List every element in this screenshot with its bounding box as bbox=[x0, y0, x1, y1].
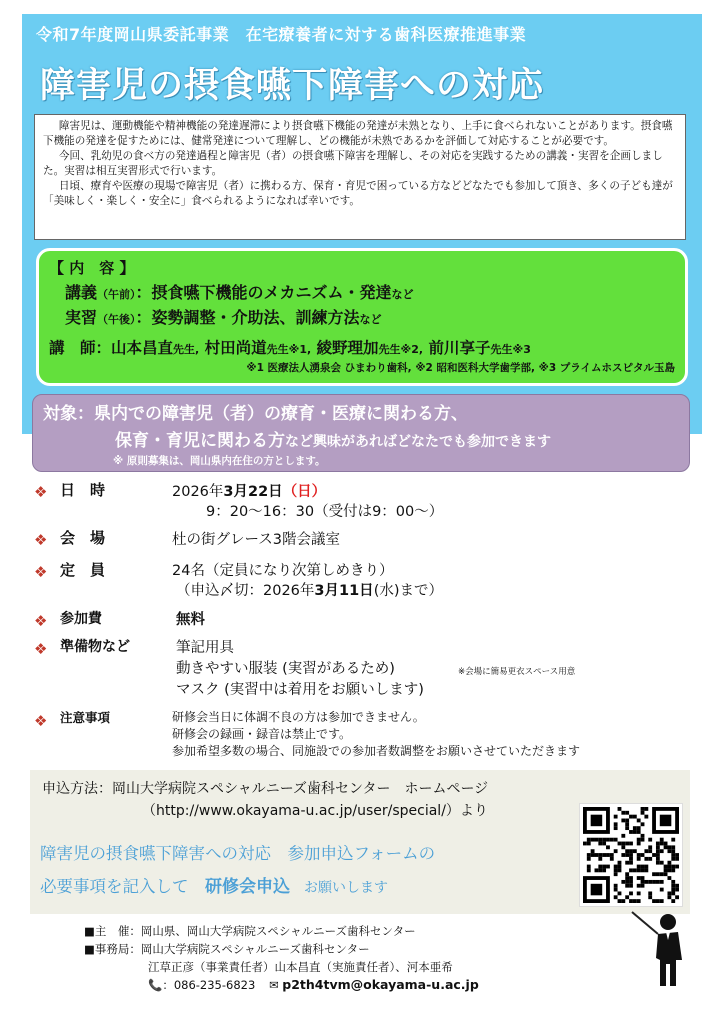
deadline-date: 3月11日 bbox=[314, 583, 374, 599]
lecturer-affiliations: ※1 医療法人湧泉会 ひまわり歯科, ※2 昭和医科大学歯学部, ※3 プライムホスピタル玉島 bbox=[246, 362, 675, 374]
practice-line bbox=[65, 305, 675, 328]
contact-line bbox=[148, 976, 479, 994]
lecturer-name: 前川享子 bbox=[423, 339, 491, 357]
note-line: 研修会当日に体調不良の方は参加できません。 bbox=[172, 710, 425, 724]
venue-value: 杜の街グレース3階会議室 bbox=[172, 532, 340, 548]
target-line-2-main: 保育・育児に関わる方 bbox=[115, 431, 285, 451]
phone-number: ：086-235-6823 bbox=[162, 978, 256, 992]
qr-code-icon[interactable] bbox=[580, 804, 682, 906]
application-box bbox=[30, 770, 690, 914]
capacity-label: 定 員 bbox=[60, 561, 106, 579]
intro-paragraph: 日頃、療育や医療の現場で障害児（者）に携わる方、保育・育児で困っている方などどなたでも参加して頂き、多くの子ども達が「美味しく・楽しく・安全に」食べられるようになれば幸いです。 bbox=[43, 180, 673, 207]
date-value bbox=[172, 480, 326, 501]
apply-method: 申込方法：岡山大学病院スペシャルニーズ歯科センター ホームページ bbox=[42, 781, 489, 797]
intro-paragraph: 今回、乳幼児の食べ方の発達過程と障害児（者）の摂食嚥下障害を理解し、その対応を実践するための講義・実習を企画しました。実習は相互実習形式で行います。 bbox=[43, 150, 663, 177]
bullet-icon: ❖ bbox=[34, 612, 48, 630]
practice-time: （午後） bbox=[97, 313, 136, 326]
lecture-line bbox=[65, 280, 675, 303]
date-weekday: （日） bbox=[282, 484, 327, 500]
item-value: 動きやすい服装 (実習があるため) bbox=[176, 661, 395, 677]
bullet-icon: ❖ bbox=[34, 563, 48, 581]
target-line-2-rest: など興味があればどなたでも参加できます bbox=[285, 434, 551, 450]
mail-icon: ✉ bbox=[268, 978, 279, 992]
lecturers-label: 講 師： bbox=[49, 339, 112, 357]
note-line: 参加希望多数の場合、同施設での参加者数調整をお願いさせていただきます bbox=[172, 744, 581, 758]
staff-line: 江草正彦（事業責任者）山本昌直（実施責任者）、河本亜希 bbox=[148, 960, 453, 974]
item-note: ※会場に簡易更衣スペース用意 bbox=[458, 667, 576, 677]
venue-label: 会 場 bbox=[60, 529, 106, 547]
bullet-icon: ❖ bbox=[34, 531, 48, 549]
fee-value: 無料 bbox=[176, 612, 205, 628]
lecture-label: 講義 bbox=[65, 283, 98, 302]
practice-suffix: など bbox=[359, 313, 382, 326]
footer bbox=[84, 922, 479, 994]
lecturer-name: 綾野理加 bbox=[311, 339, 379, 357]
lecture-suffix: など bbox=[391, 288, 414, 301]
deadline-suffix: (水)まで） bbox=[373, 583, 444, 599]
item-value: マスク (実習中は着用をお願いします) bbox=[176, 682, 424, 698]
lecturer-name: 山本昌直 bbox=[111, 339, 174, 357]
event-subtitle: 令和7年度岡山県委託事業 在宅療養者に対する歯科医療推進事業 bbox=[36, 25, 527, 44]
capacity-value: 24名（定員になり次第しめきり） bbox=[172, 563, 394, 579]
content-box bbox=[36, 248, 688, 386]
note-line: 研修会の録画・録音は禁止です。 bbox=[172, 727, 352, 741]
apply-instruction-c: お願いします bbox=[290, 880, 388, 896]
practice-text: ：姿勢調整・介助法、訓練方法 bbox=[135, 308, 360, 327]
apply-instruction bbox=[40, 872, 388, 897]
presenter-icon bbox=[628, 908, 698, 988]
phone-icon: 📞 bbox=[148, 978, 163, 992]
item-value: 筆記用具 bbox=[176, 640, 234, 656]
fee-label: 参加費 bbox=[60, 611, 102, 627]
target-line-2 bbox=[115, 426, 679, 451]
lecturer-title: 先生※1, bbox=[266, 343, 312, 356]
date-day-bold: 3月22日 bbox=[223, 484, 283, 500]
lecturer-title: 先生※3 bbox=[490, 343, 531, 356]
items-label: 準備物など bbox=[60, 639, 130, 655]
bullet-icon: ❖ bbox=[34, 640, 48, 658]
lecturer-name: 村田尚道 bbox=[199, 339, 267, 357]
target-box bbox=[32, 394, 690, 472]
practice-label: 実習 bbox=[65, 308, 98, 327]
bullet-icon: ❖ bbox=[34, 712, 48, 730]
bullet-icon: ❖ bbox=[34, 483, 48, 501]
lecture-text: ：摂食嚥下機能のメカニズム・発達 bbox=[135, 283, 392, 302]
apply-form-title: 障害児の摂食嚥下障害への対応 参加申込フォームの bbox=[40, 844, 436, 863]
deadline-prefix: （申込〆切：2026年 bbox=[176, 583, 315, 599]
lecture-time: （午前） bbox=[97, 288, 136, 301]
organizer-line: ■主 催：岡山県、岡山大学病院スペシャルニーズ歯科センター bbox=[84, 924, 416, 938]
apply-instruction-a: 必要事項を記入して bbox=[40, 877, 205, 896]
target-line-1: 対象：県内での障害児（者）の療育・医療に関わる方、 bbox=[43, 404, 468, 424]
qr-code-graphic bbox=[583, 807, 679, 903]
date-label: 日 時 bbox=[60, 481, 106, 499]
content-heading: 【 内 容 】 bbox=[49, 259, 135, 277]
event-title: 障害児の摂食嚥下障害への対応 bbox=[40, 66, 545, 106]
office-line: ■事務局：岡山大学病院スペシャルニーズ歯科センター bbox=[84, 942, 370, 956]
lecturer-title: 先生, bbox=[173, 343, 200, 356]
date-time: 9：20～16：30（受付は9：00～） bbox=[206, 504, 444, 520]
target-note: ※ 原則募集は、岡山県内在住の方とします。 bbox=[113, 455, 326, 467]
intro-box bbox=[34, 114, 686, 240]
date-year: 2026年 bbox=[172, 484, 224, 500]
email-address[interactable]: p2th4tvm@okayama-u.ac.jp bbox=[282, 977, 479, 992]
notes-label: 注意事項 bbox=[60, 710, 111, 725]
apply-instruction-b: 研修会申込 bbox=[205, 877, 290, 897]
lecturer-title: 先生※2, bbox=[378, 343, 424, 356]
deadline-value bbox=[176, 579, 443, 600]
apply-url[interactable]: （http://www.okayama-u.ac.jp/user/special/）より bbox=[142, 803, 488, 819]
lecturers-line bbox=[49, 336, 675, 358]
intro-paragraph: 障害児は、運動機能や精神機能の発達遅滞により摂食嚥下機能の発達が未熟となり、上手に食べられないことがあります。摂食嚥下機能の発達を促すためには、健常発達について理解し、どの機能が未熟であるかを評価して対応することが必要です。 bbox=[43, 120, 673, 147]
